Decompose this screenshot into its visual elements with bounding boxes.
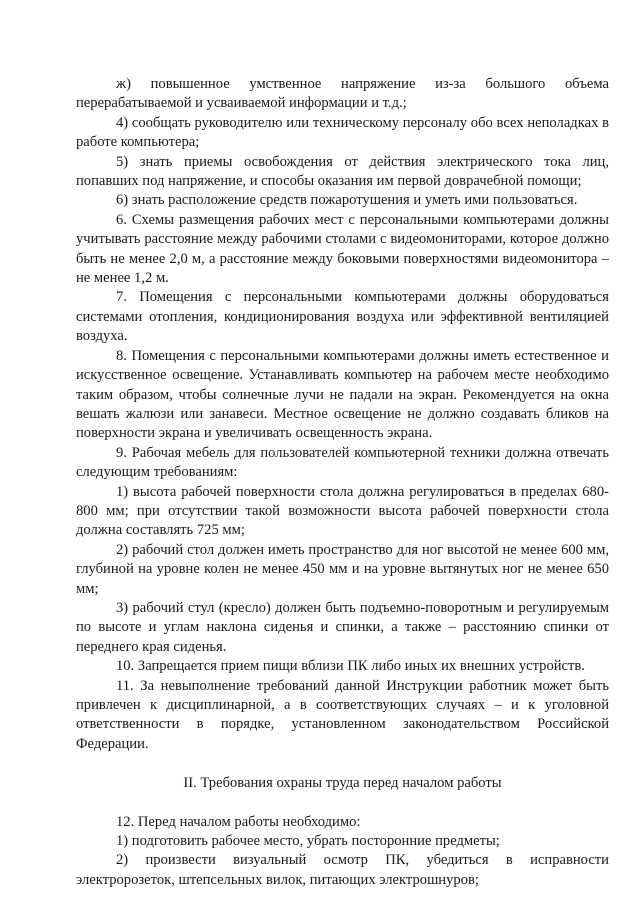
- paragraph-clause-9-item-2: 2) рабочий стол должен иметь пространство для ног высотой не менее 600 мм, глубиной на уровне колен не менее 450 мм и на уровне вытянутых ног не менее 650 мм;: [76, 541, 609, 597]
- paragraph-clause-12: 12. Перед началом работы необходимо:: [116, 813, 361, 830]
- section-heading: II. Требования охраны труда перед началом работы: [183, 775, 502, 792]
- paragraph-item-5: 5) знать приемы освобождения от действия электрического тока лиц, попавших под напряжение, и способы оказания им первой доврачебной помощи;: [76, 153, 609, 190]
- paragraph-clause-9-item-1: 1) высота рабочей поверхности стола должна регулироваться в пределах 680-800 мм; при отсутствии такой возможности высота рабочей поверхности стола должна составлять 725 мм;: [76, 483, 609, 539]
- paragraph-item-6: 6) знать расположение средств пожаротушения и уметь ими пользоваться.: [116, 192, 578, 209]
- paragraph-clause-6: 6. Схемы размещения рабочих мест с персональными компьютерами должны учитывать расстояние между рабочими столами с видеомониторами, которое должно быть не менее 2,0 м, а расстояние между боковыми поверхностями видеомонитора – не менее 1,2 м.: [76, 211, 609, 287]
- paragraph-clause-12-item-1: 1) подготовить рабочее место, убрать посторонние предметы;: [116, 833, 500, 850]
- paragraph-clause-7: 7. Помещения с персональными компьютерами должны оборудоваться системами отопления, кондиционирования воздуха или эффективной вентиляцией воздуха.: [76, 289, 609, 345]
- paragraph-clause-11: 11. За невыполнение требований данной Инструкции работник может быть привлечен к дисциплинарной, а в соответствующих случаях – и к уголовной ответственности в порядке, установленном законодательством Российской Федерации.: [76, 677, 609, 752]
- paragraph-clause-10: 10. Запрещается прием пищи вблизи ПК либо иных их внешних устройств.: [116, 658, 585, 675]
- paragraph-item-4: 4) сообщать руководителю или техническому персоналу обо всех неполадках в работе компьютера;: [76, 114, 609, 151]
- document-body: [76, 75, 609, 890]
- paragraph-clause-12-item-2: 2) произвести визуальный осмотр ПК, убедиться в исправности электророзеток, штепсельных вилок, питающих электрошнуров;: [76, 852, 609, 888]
- paragraph-clause-9: 9. Рабочая мебель для пользователей компьютерной техники должна отвечать следующим требованиям:: [76, 444, 609, 481]
- paragraph-clause-9-item-3: 3) рабочий стул (кресло) должен быть подъемно-поворотным и регулируемым по высоте и углам наклона сиденья и спинки, а также – расстоянию спинки от переднего края сиденья.: [76, 599, 609, 655]
- paragraph-item-zh: ж) повышенное умственное напряжение из-за большого объема перерабатываемой и усваиваемой информации и т.д.;: [76, 76, 609, 112]
- paragraph-clause-8: 8. Помещения с персональными компьютерами должны иметь естественное и искусственное освещение. Устанавливать компьютер на рабочем месте необходимо таким образом, чтобы солнечные лучи не падали на экран. Рекомендуется на окна вешать жалюзи или занавеси. Местное освещение не должно создавать бликов на поверхности экрана и увеличивать освещенность экрана.: [76, 347, 609, 442]
